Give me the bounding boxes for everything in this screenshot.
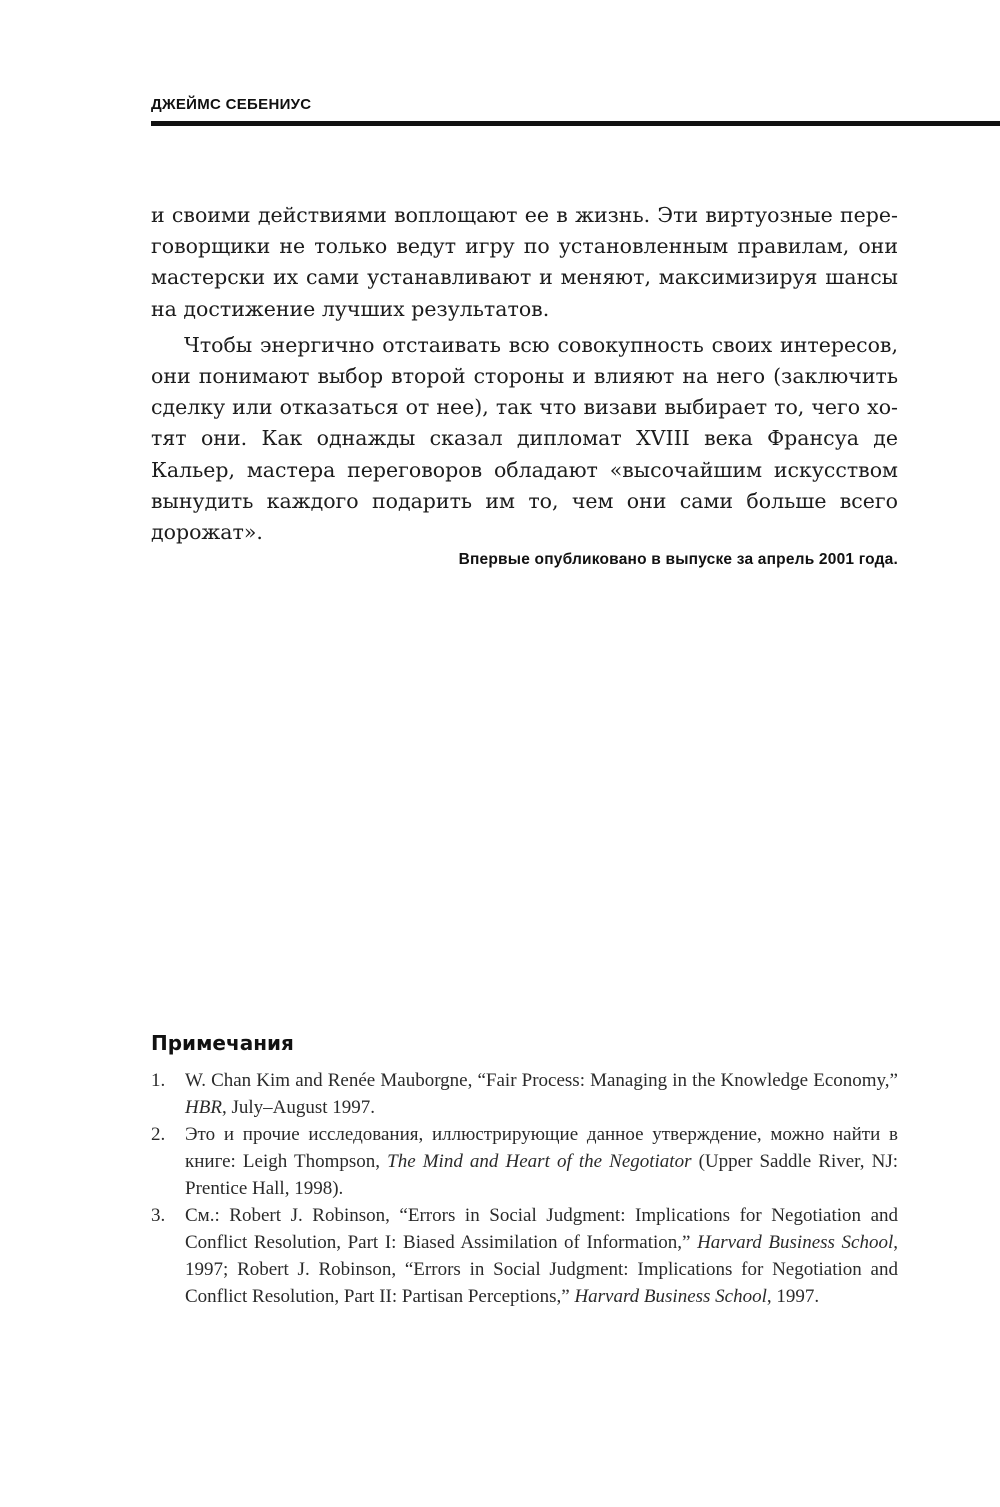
note-italic: The Mind and Heart of the Negotiator xyxy=(387,1151,692,1172)
note-number: 1. xyxy=(151,1070,166,1091)
note-text: (Upper Saddle River, NJ: Prentice Hall, 1998). xyxy=(185,1151,898,1199)
note-number: 2. xyxy=(151,1124,166,1145)
notes-heading: Примечания xyxy=(151,1031,294,1055)
note-text: См.: Robert J. Robinson, “Errors in Social Judgment: Implications for Negotiation and Conflict Resolution, Part I: Biased Assimilation of Information,” xyxy=(185,1205,898,1253)
publication-note: Впервые опубликовано в выпуске за апрель 2001 года. xyxy=(458,551,898,568)
body-paragraph-2: Чтобы энергично отстаивать всю совокупность своих интересов, они понимают выбор второй стороны и влияют на него (заключить сделку или отказаться от нее), так что визави выбирает то, чего хо-тят они. Как однажды сказал дипломат XVIII века Франсуа де Кальер, мастера переговоров обладают «высочайшим искусством вынудить каждого подарить им то, чем они сами больше всего дорожат». xyxy=(151,332,898,545)
note-text: Это и прочие исследования, иллюстрирующие данное утверждение, можно найти в книге: Leigh Thompson, xyxy=(185,1124,898,1172)
note-text: , 1997. xyxy=(766,1286,820,1307)
body-paragraph-1: и своими действиями воплощают ее в жизнь. Эти виртуозные пере-говорщики не только ведут игру по установленным правилам, они мастерски их сами устанавливают и меняют, максимизируя шансы на достижение лучших результатов. xyxy=(151,203,898,321)
note-text: , 1997; Robert J. Robinson, “Errors in Social Judgment: Implications for Negotiation and Conflict Resolution, Part II: Partisan Perceptions,” xyxy=(185,1232,898,1307)
note-text: , July–August 1997. xyxy=(221,1097,376,1118)
note-italic: HBR xyxy=(185,1097,222,1118)
header-rule xyxy=(151,121,1000,126)
note-item xyxy=(151,1121,898,1202)
running-head-author: ДЖЕЙМС СЕБЕНИУС xyxy=(151,96,312,113)
note-italic: Harvard Business School xyxy=(697,1232,894,1253)
notes-list xyxy=(151,1067,898,1310)
note-italic: Harvard Business School xyxy=(574,1286,767,1307)
note-item xyxy=(151,1067,898,1121)
body-text xyxy=(151,200,898,553)
note-number: 3. xyxy=(151,1205,166,1226)
note-text: W. Chan Kim and Renée Mauborgne, “Fair Process: Managing in the Knowledge Economy,” xyxy=(185,1070,898,1091)
note-item xyxy=(151,1202,898,1310)
